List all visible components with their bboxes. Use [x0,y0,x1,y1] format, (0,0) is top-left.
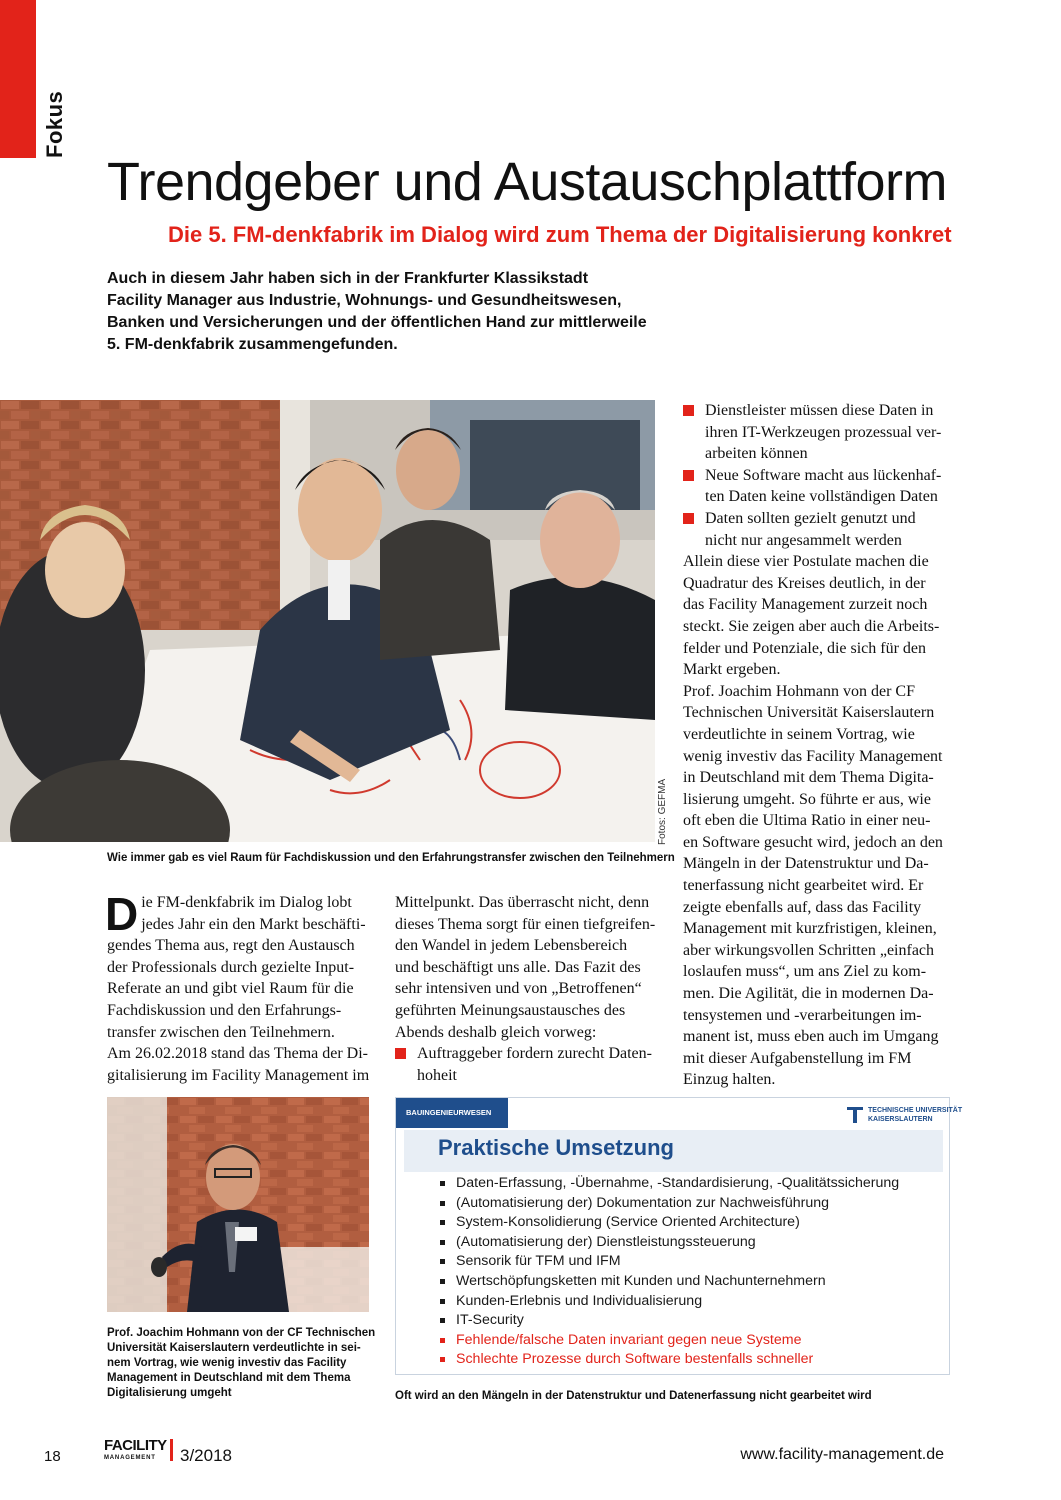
drop-cap: D [105,888,139,940]
bullet-item: Dienstleister müssen diese Daten in ihren IT-Werkzeugen prozessual ver- arbeiten können [683,400,948,465]
slide-bullet-list [438,1174,899,1370]
bullet-square-icon [683,405,694,416]
bullet-dot-icon [440,1181,445,1186]
website-url[interactable]: www.facility-management.de [740,1446,944,1463]
bullet-dot-icon [440,1318,445,1323]
slide-bullet: Sensorik für TFM und IFM [438,1252,899,1272]
slide-bullet: Kunden-Erlebnis und Individualisierung [438,1292,899,1312]
photo-credit: Fotos: GEFMA [657,778,668,845]
logo-accent-bar [170,1439,173,1461]
article-headline: Trendgeber und Austauschplattform [107,152,948,212]
bullet-item: Neue Software macht aus lückenhaf- ten Daten keine vollständigen Daten [683,465,948,508]
presentation-slide [395,1097,963,1375]
magazine-logo: FACILITY MANAGEMENT [104,1438,174,1468]
photo-caption-main: Wie immer gab es viel Raum für Fachdiskussion und den Erfahrungstransfer zwischen den Teilnehmern [107,852,675,864]
workshop-photo [0,400,655,842]
bullet-dot-icon [440,1240,445,1245]
slide-bullet: (Automatisierung der) Dokumentation zur Nachweisführung [438,1194,899,1214]
bullet-square-icon [395,1048,406,1059]
bullet-dot-icon [440,1357,445,1362]
slide-bullet-highlight: Schlechte Prozesse durch Software bestenfalls schneller [438,1350,899,1370]
bullet-item: Daten sollten gezielt genutzt und nicht nur angesammelt werden [683,508,948,551]
university-logo-icon [846,1105,864,1125]
slide-bullet-highlight: Fehlende/falsche Daten invariant gegen neue Systeme [438,1331,899,1351]
issue-number: 3/2018 [180,1446,232,1465]
slide-bullet: System-Konsolidierung (Service Oriented Architecture) [438,1213,899,1233]
section-color-tab [0,0,36,158]
bullet-dot-icon [440,1338,445,1343]
speaker-photo [107,1097,369,1312]
bullet-dot-icon [440,1220,445,1225]
slide-caption: Oft wird an den Mängeln in der Datenstruktur und Datenerfassung nicht gearbeitet wird [395,1390,872,1402]
bullet-dot-icon [440,1279,445,1284]
bullet-item: Auftraggeber fordern zurecht Daten- hoheit [395,1043,660,1086]
slide-bullet: IT-Security [438,1311,899,1331]
article-subheadline: Die 5. FM-denkfabrik im Dialog wird zum Thema der Digitalisierung konkret [168,222,952,247]
bullet-dot-icon [440,1299,445,1304]
slide-bullet: (Automatisierung der) Dienstleistungssteuerung [438,1233,899,1253]
page-number: 18 [44,1448,61,1465]
article-column-3: Dienstleister müssen diese Daten in ihren IT-Werkzeugen prozessual ver- arbeiten können Neue Software macht aus lückenhaf- ten Daten keine vollständigen Daten Daten sollten gezielt genutzt und nicht nur angesammelt werden Allein diese vier Postulate machen die Quadratur des Kreises deutlich, in der das Facility Management zurzeit noch steckt. Sie zeigen aber auch die Arbeits- felder und Potenziale, die sich für den Markt ergeben. Prof. Joachim Hohmann von der CF Technischen Universität Kaiserslautern verdeutlichte in seinem Vortrag, wie wenig investiv das Facility Management in Deutschland mit dem Thema Digita- lisierung umgeht. So führte er aus, wie oft eben die Ultima Ratio in einer neu- en Software gesucht wird, jedoch an den Mängeln in der Datenstruktur und Da- tenerfassung nicht gearbeitet wird. Er zeigte ebenfalls auf, dass das Facility Management mit kurzfristigen, kleinen, aber wirkungsvollen Schritten „einfach loslaufen muss“, um ans Ziel zu kom- men. Die Agilität, die in modernen Da- tensystemen und -verarbeitungen im- manent ist, muss eben auch im Umgang mit dieser Aufgabenstellung im FM Einzug halten. [683,400,948,1091]
photo-caption-speaker: Prof. Joachim Hohmann von der CF Technischen Universität Kaiserslautern verdeutlichte in sei- nem Vortrag, wie wenig investiv das Facility Management in Deutschland mit dem Thema Digitalisierung umgeht [107,1327,376,1399]
section-label: Fokus [42,90,67,158]
bullet-square-icon [683,470,694,481]
slide-bullet: Daten-Erfassung, -Übernahme, -Standardisierung, -Qualitätssicherung [438,1174,899,1194]
slide-department-tag: BAUINGENIEURWESEN [396,1098,508,1128]
bullet-square-icon [683,513,694,524]
slide-bullet: Wertschöpfungsketten mit Kunden und Nachunternehmern [438,1272,899,1292]
slide-title: Praktische Umsetzung [438,1135,674,1160]
bullet-dot-icon [440,1201,445,1206]
university-logo: TECHNISCHE UNIVERSITÄT KAISERSLAUTERN [846,1105,941,1125]
bullet-dot-icon [440,1259,445,1264]
article-intro: Auch in diesem Jahr haben sich in der Frankfurter Klassikstadt Facility Manager aus Industrie, Wohnungs- und Gesundheitswesen, Banken und Versicherungen und der öffentlichen Hand zur mittlerweile 5. FM-denkfabrik zusammengefunden. [107,270,647,353]
article-column-1: D ie FM-denkfabrik im Dialog lobt jedes Jahr ein den Markt beschäfti- gendes Thema aus, regt den Austausch der Professionals durch gezielte Input- Referate an und gibt viel Raum für die Fachdiskussion und den Erfahrungs- transfer zwischen den Teilnehmern. Am 26.02.2018 stand das Thema der Di- gitalisierung im Facility Management im [105,888,370,1084]
article-column-2: Mittelpunkt. Das überrascht nicht, denn dieses Thema sorgt für einen tiefgreifen- den Wandel in jedem Lebensbereich und beschäftigt uns alle. Das Fazit des sehr intensiven und von „Betroffenen“ geführten Meinungsaustausches des Abends deshalb gleich vorweg: Auftraggeber fordern zurecht Daten- hoheit [395,892,660,1086]
